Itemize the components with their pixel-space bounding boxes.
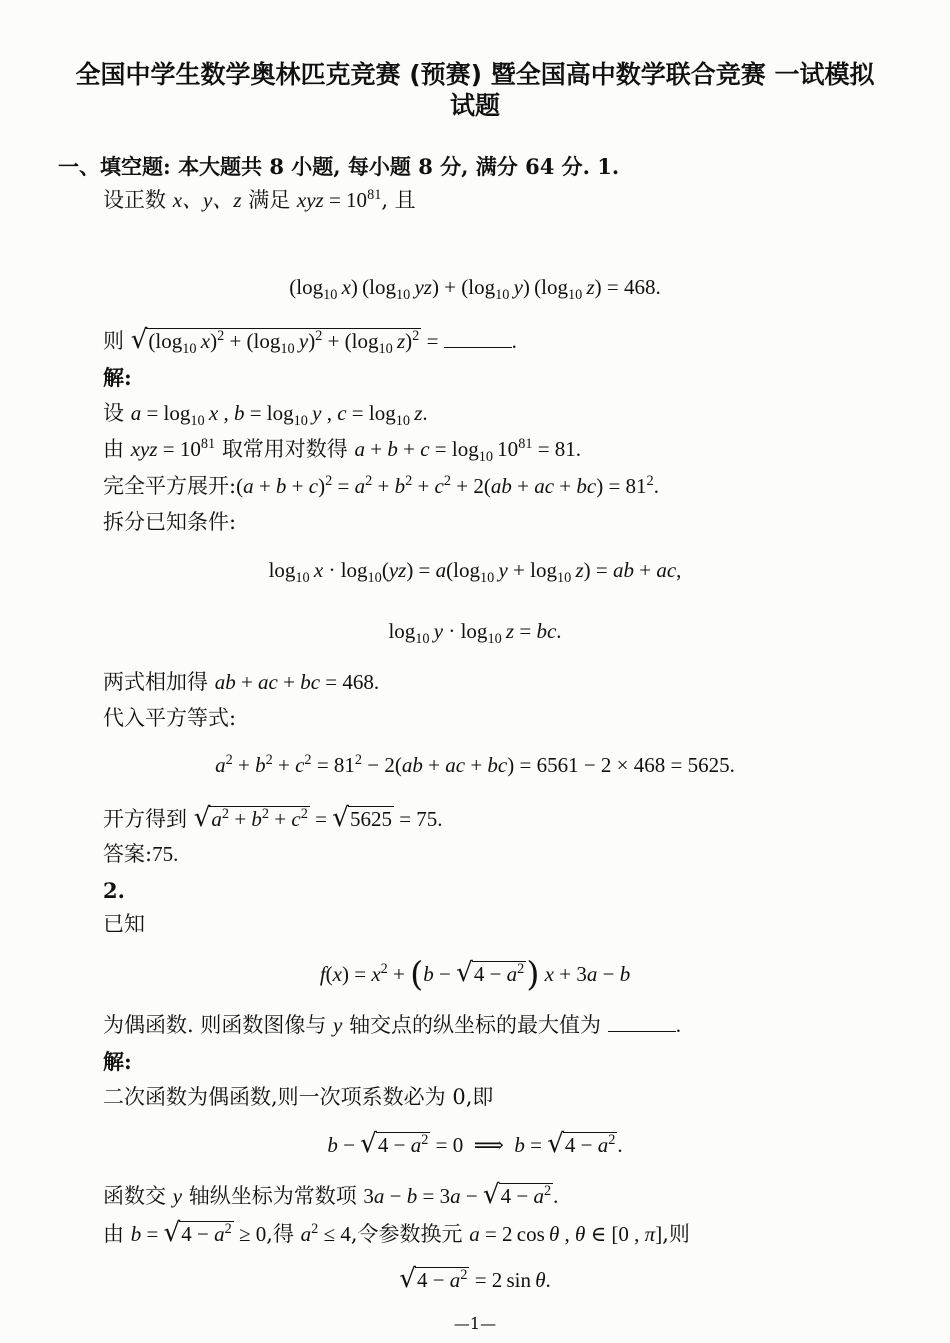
p2-given-label: 已知 bbox=[103, 912, 145, 936]
p1-split-label: 拆分已知条件: bbox=[103, 510, 237, 534]
p1-solution-label: 解: bbox=[103, 365, 132, 390]
p2-solution-line-2: 函数交 y 轴纵坐标为常数项 $3a - b = 3a - √4 - a^2$. bbox=[103, 1180, 559, 1210]
p1-sum: 两式相加得 ab + ac + bc = 468. bbox=[103, 670, 380, 694]
page-number: —1— bbox=[453, 1314, 497, 1333]
p2-number: 2. bbox=[103, 878, 125, 903]
p2-coefficient-formula: $b - √4 - a^2 = 0$ ⟹ $b = √4 - a^2$. bbox=[327, 1129, 623, 1159]
p1-log-step: 由 xyz = $10^{81}$ 取常用对数得 $a + b + c = \log_{10} 10^{81} = 81$. bbox=[103, 436, 582, 466]
title-line-1: 全国中学生数学奥林匹克竞赛 (预赛) 暨全国高中数学联合竞赛 一试模拟 bbox=[75, 60, 875, 89]
p1-substitute-label: 代入平方等式: bbox=[103, 706, 237, 730]
p2-function-formula: $f(x) = x^2 + (b - √4 - a^2) x + 3a - b$ bbox=[319, 955, 631, 994]
page-title bbox=[0, 60, 950, 121]
section-heading: 一、填空题: 本大题共 8 小题, 每小题 8 分, 满分 64 分. 1. bbox=[58, 154, 620, 179]
p1-expand: 完全平方展开:(a + $b + c)^2 = a^2 + b^2 + c^2 + 2(ab$ + ac + $bc) = 81^2$. bbox=[103, 473, 659, 498]
p1-square-formula: $a^2 + b^2 + c^2 = 81^2 - 2(ab$ + ac + bc) = 6561 − 2 × 468 = 5625. bbox=[215, 752, 735, 777]
p2-solution-label: 解: bbox=[103, 1049, 132, 1074]
p2-solution-line-1: 二次函数为偶函数,则一次项系数必为 0,即 bbox=[103, 1085, 494, 1109]
p2-solution-line-3: 由 $b = √4 - a^2 \ge 0$,得 $a^2 \le 4$,令参数换元 a = 2 cos θ , θ ∈ [0 , π],则 bbox=[103, 1218, 690, 1248]
p2-substitution-formula: $√4 - a^2 = 2$ sin θ. bbox=[399, 1264, 551, 1294]
p2-statement: 为偶函数. 则函数图像与 y 轴交点的纵坐标的最大值为 . bbox=[103, 1013, 681, 1037]
p1-sqrt: 开方得到 $√a^2 + b^2 + c^2 = √5625 = 75$. bbox=[103, 803, 443, 833]
p1-question: 则 $√(\log_{10}$ $x)^2 + (\log_{10}$ $y)^2 + (\log_{10}$ z)$^2$ = . bbox=[103, 325, 517, 358]
title-line-2: 试题 bbox=[449, 90, 500, 120]
answer-blank-2 bbox=[608, 1015, 676, 1032]
p1-split-formula-1: $\log_{10} x \cdot \log_{10}(yz) = a(\log_{10}$ $y + \log_{10} z$) = ab + ac, bbox=[268, 558, 682, 587]
p1-given: 设正数 x、y、z 满足 xyz = $10^{81}$, 且 bbox=[103, 187, 416, 212]
p1-condition-formula: ($\log_{10}$ x) ($\log_{10}$ $yz) + (\log_{10}$ y) ($\log_{10}$ z) = 468. bbox=[289, 275, 661, 304]
answer-blank-1 bbox=[444, 331, 512, 348]
p1-answer: 答案:75. bbox=[103, 842, 179, 866]
p1-substitution: 设 $a = \log_{10} x$ , $b = \log_{10} y$ , $c = \log_{10} z$. bbox=[103, 401, 428, 430]
p1-split-formula-2: $\log_{10} y \cdot \log_{10} z$ = bc. bbox=[388, 619, 562, 648]
